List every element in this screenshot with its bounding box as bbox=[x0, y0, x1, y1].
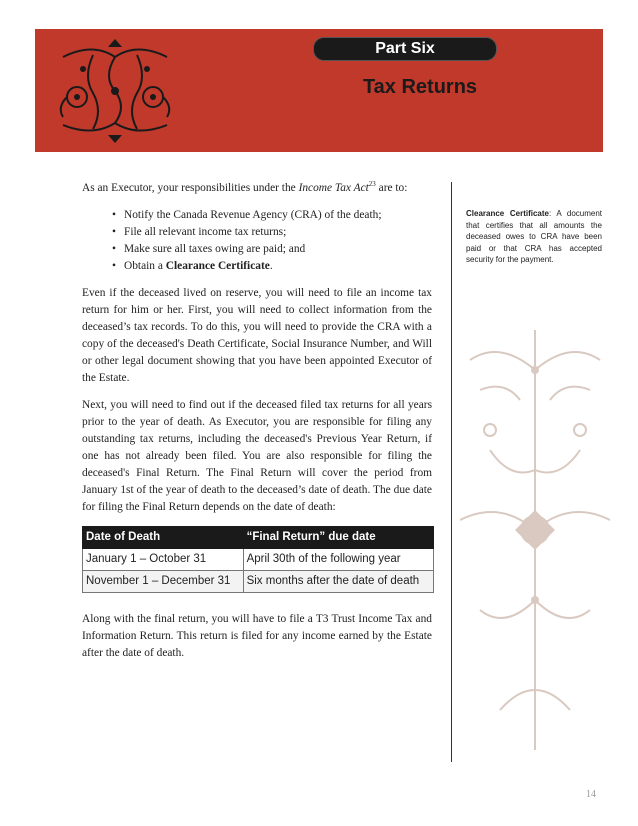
due-date-table bbox=[82, 526, 434, 593]
table-cell: Six months after the date of death bbox=[243, 570, 433, 592]
responsibility-list bbox=[82, 207, 432, 275]
definition-text: : A document that certifies that all amounts the deceased owes to CRA have been paid or that CRA has accepted security for the payment. bbox=[466, 209, 602, 264]
column-header: “Final Return” due date bbox=[243, 526, 433, 548]
intro-paragraph: As an Executor, your responsibilities under the Income Tax Act$^{23}$ are to: bbox=[82, 180, 408, 194]
column-header: Date of Death bbox=[83, 526, 244, 548]
main-content bbox=[82, 176, 432, 672]
list-item: • Notify the Canada Revenue Agency (CRA) of the death; bbox=[124, 207, 432, 224]
clearance-term: Clearance Certificate bbox=[165, 259, 270, 272]
table-header-row bbox=[83, 526, 434, 548]
table-row bbox=[83, 570, 434, 592]
footnote-ref: 23 bbox=[368, 180, 376, 188]
table-cell: January 1 – October 31 bbox=[83, 548, 244, 570]
paragraph: Even if the deceased lived on reserve, you will need to file an income tax return for him or her. First, you will need to collect information from the deceased’s tax records. To do this, you will need to provide the CRA with a copy of the deceased's Death Certificate, Social Insurance Number, and Will or other legal document showing that you have been appointed Executor of the Estate. bbox=[82, 286, 432, 384]
column-divider bbox=[451, 182, 452, 762]
table-row bbox=[83, 548, 434, 570]
floral-ornament-icon bbox=[53, 37, 178, 145]
definition-term: Clearance Certificate bbox=[466, 209, 549, 218]
sidebar-ornament-icon bbox=[460, 330, 610, 750]
list-item: • Make sure all taxes owing are paid; and bbox=[124, 241, 432, 258]
paragraph: Along with the final return, you will have to file a T3 Trust Income Tax and Information Return. This return is filed for any income earned by the Estate after the date of death. bbox=[82, 612, 432, 659]
part-label: Part Six bbox=[313, 37, 497, 61]
act-name: Income Tax Act bbox=[298, 181, 369, 194]
list-item: • File all relevant income tax returns; bbox=[124, 224, 432, 241]
table-cell: November 1 – December 31 bbox=[83, 570, 244, 592]
sidebar-definition bbox=[466, 208, 602, 266]
list-item: • Obtain a Clearance Certificate. bbox=[124, 258, 432, 275]
table-cell: April 30th of the following year bbox=[243, 548, 433, 570]
header-banner bbox=[35, 29, 603, 152]
page-number: 14 bbox=[586, 789, 596, 800]
page-title: Tax Returns bbox=[362, 76, 478, 98]
paragraph: Next, you will need to find out if the deceased filed tax returns for all years prior to the year of death. As Executor, you are responsible for filing any outstanding tax returns, including the deceased's Previous Year Return, if one has not already been filed. You are also responsible for filing the deceased's Final Return. The Final Return will cover the period from January 1st of the year of death to the deceased’s date of death. The due date for filing the Final Return depends on the date of death: bbox=[82, 398, 432, 513]
